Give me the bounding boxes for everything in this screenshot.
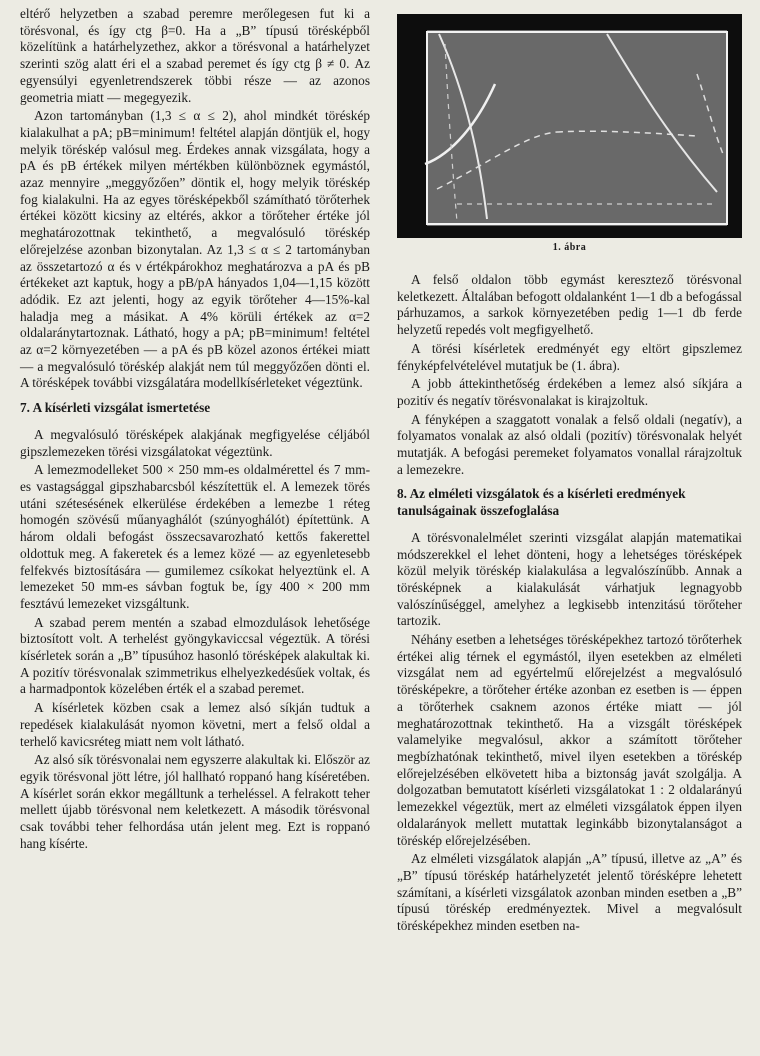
paragraph: Az alsó sík törésvonalai nem egyszerre alakultak ki. Először az egyik törésvonal jött létre, jól hallható roppanó hang kíséretében. A kísérlet során ekkor megálltunk a terheléssel. A felrakott teher mellett újabb törésvonal nem keletkezett. A második törésvonal csak további teher felhordása után jelent meg. Ezt is roppanó hang kísérte. [20,752,370,851]
fracture-photo-illustration [397,14,742,238]
paragraph: Néhány esetben a lehetséges törésképekhez tartozó törőterhek értékei alig térnek el egymástól, ilyen esetekben az elméleti vizsgálat nem ad egyértelmű előrejelzést a megvalósuló törésképekre, a törőteher értéke azonban ez esetben is — éppen a törőterhek csaknem azonos értéke miatt — jól meghatározottnak tekinthető. Ha a vizsgált törésképek valamelyike megvalósul, akkor a számított törőteher megbízhatónak tekinthető, mivel ilyen esetekben a töréskép előrejelzésében elkövetett hiba a biztonság javát szolgálja. A dolgozatban bemutatott kísérleti vizsgálatokat 1 : 2 oldalarányú lemezekkel végeztük, mert az elméleti vizsgálatok éppen ilyen oldalarányok mellett mutattak leginkább bizonytalanságot a töréskép előrejelzésében. [397,632,742,848]
paragraph: Azon tartományban (1,3 ≤ α ≤ 2), ahol mindkét töréskép kialakulhat a pA; pB=minimum! feltétel alapján döntjük el, hogy melyik töréskép valósul meg. Érdekes annak vizsgálata, hogy a pA és pB értékek milyen mértékben különböznek egymástól, azaz mennyire „meggyőzően” döntik el, hogy melyik töréskép fog kialakulni. Ha az egyes törésképekből számítható törőterhek értékei között kicsiny az eltérés, akkor a törőteher értéke jól meghatározottnak tekinthető, a megvalósuló töréskép előrejelzése azonban bizonytalan. Az 1,3 ≤ α ≤ 2 tartományban az összetartozó α és ν értékpárokhoz meghatározva a pA és pB értékeket azt kaptuk, hogy a pB/pA hányados 1,04—1,15 között adódik. Ez azt jelenti, hogy az egyik törőteher 4—15%-kal haladja meg a másikat. A 4% körüli értékek az α=2 oldalaránytartoznak. Látható, hogy a pA; pB=minimum! feltétel az α=2 környezetében — a pA és pB közel azonos értékei miatt — a megvalósuló töréskép alakját nem túl meggyőzően dönti el. A törésképek további vizsgálatára modellkísérleteket végeztünk. [20,108,370,391]
paragraph: A lemezmodelleket 500 × 250 mm-es oldalmérettel és 7 mm-es vastagsággal gipszhabarcsból készítettük el. A lemezek törés utáni szétesésének elkerülése érdekében a lemezbe 1 réteg homogén szövésű műanyaghálót (szúnyoghálót) építettünk. A három oldali befogást összecsavarozható kettős fakerettel oldottuk meg. A fakeretek és a lemez közé — az egyenletesebb felfekvés biztosítására — gumilemez csíkokat helyeztünk el. A lemezeket 50 mm-es sávban fogtuk be, így 400 × 200 mm fesztávú lemezeket vizsgáltunk. [20,462,370,611]
paragraph: A jobb áttekinthetőség érdekében a lemez alsó síkjára a pozitív és negatív törésvonalakat is kirajzoltuk. [397,376,742,408]
paragraph: A megvalósuló törésképek alakjának megfigyelése céljából gipszlemezeken törési vizsgálatokat végeztünk. [20,426,370,459]
paragraph: A szabad perem mentén a szabad elmozdulások lehetősége biztosított volt. A terhelést gyöngykaviccsal végeztük. A törési kísérletek során a „B” típusúhoz hasonló törésképek alakultak ki. A pozitív törésvonalak szimmetrikus elhelyezkedésűek voltak, és a harmadpontok közelében érték el a szabad peremet. [20,614,370,697]
right-column [397,272,742,937]
section-heading-7: 7. A kísérleti vizsgálat ismertetése [20,400,211,416]
paragraph: A fényképen a szaggatott vonalak a felső oldali (negatív), a folyamatos vonalak az alsó oldali (pozitív) törésvonalak helyét mutatják. A befogási peremeket folyamatos vonallal rárajzoltuk a lemezekre. [397,411,742,477]
paragraph: A törési kísérletek eredményét egy eltört gipszlemez fényképfelvételével mutatjuk be (1. ábra). [397,340,742,373]
paragraph: Az elméleti vizsgálatok alapján „A” típusú, illetve az „A” és „B” típusú töréskép határhelyzetét jelentő törésképre lehetett számítani, a kísérleti vizsgálatok azonban minden esetben a „B” típusú töréskép eredményeztek. Mivel a megvalósult törésképekhez minden esetben na- [397,851,742,934]
figure-photo [397,14,742,238]
paragraph: A kísérletek közben csak a lemez alsó síkján tudtuk a repedések kialakulását nyomon követni, mert a felső oldal a terhelő kavicsréteg miatt nem volt látható. [20,700,370,749]
paragraph: eltérő helyzetben a szabad peremre merőlegesen fut ki a törésvonal, és így ctg β=0. Ha a „B” típusú törésképből közelítünk a határhelyzethez, akkor a törésvonal a határhelyzet szerinti szög alatt éri el a szabad peremet és így ctg β ≠ 0. Az egyensúlyi egyenletrendszerek többi része — az azonos geometria miatt — megegyezik. [20,6,370,105]
paragraph: A törésvonalelmélet szerinti vizsgálat alapján matematikai módszerekkel el lehet dönteni, hogy a lehetséges törésképek közül melyik töréskép kialakulása a legvalószínűbb. Annak a törésképnek a kialakulását várhatjuk legnagyobb valószínűséggel, amelyhez a legkisebb intenzitású törőteher tartozik. [397,529,742,629]
left-column [20,6,370,854]
section-heading-8: 8. Az elméleti vizsgálatok és a kísérleti eredmények tanulságainak összefoglalása [397,486,686,519]
paragraph: A felső oldalon több egymást keresztező törésvonal keletkezett. Általában befogott oldalanként 1—1 db a befogással párhuzamos, a sarkok környezetében pedig 1—1 db ferde helyzetű repedés volt megfigyelhető. [397,272,742,338]
figure-caption: 1. ábra [552,242,587,253]
